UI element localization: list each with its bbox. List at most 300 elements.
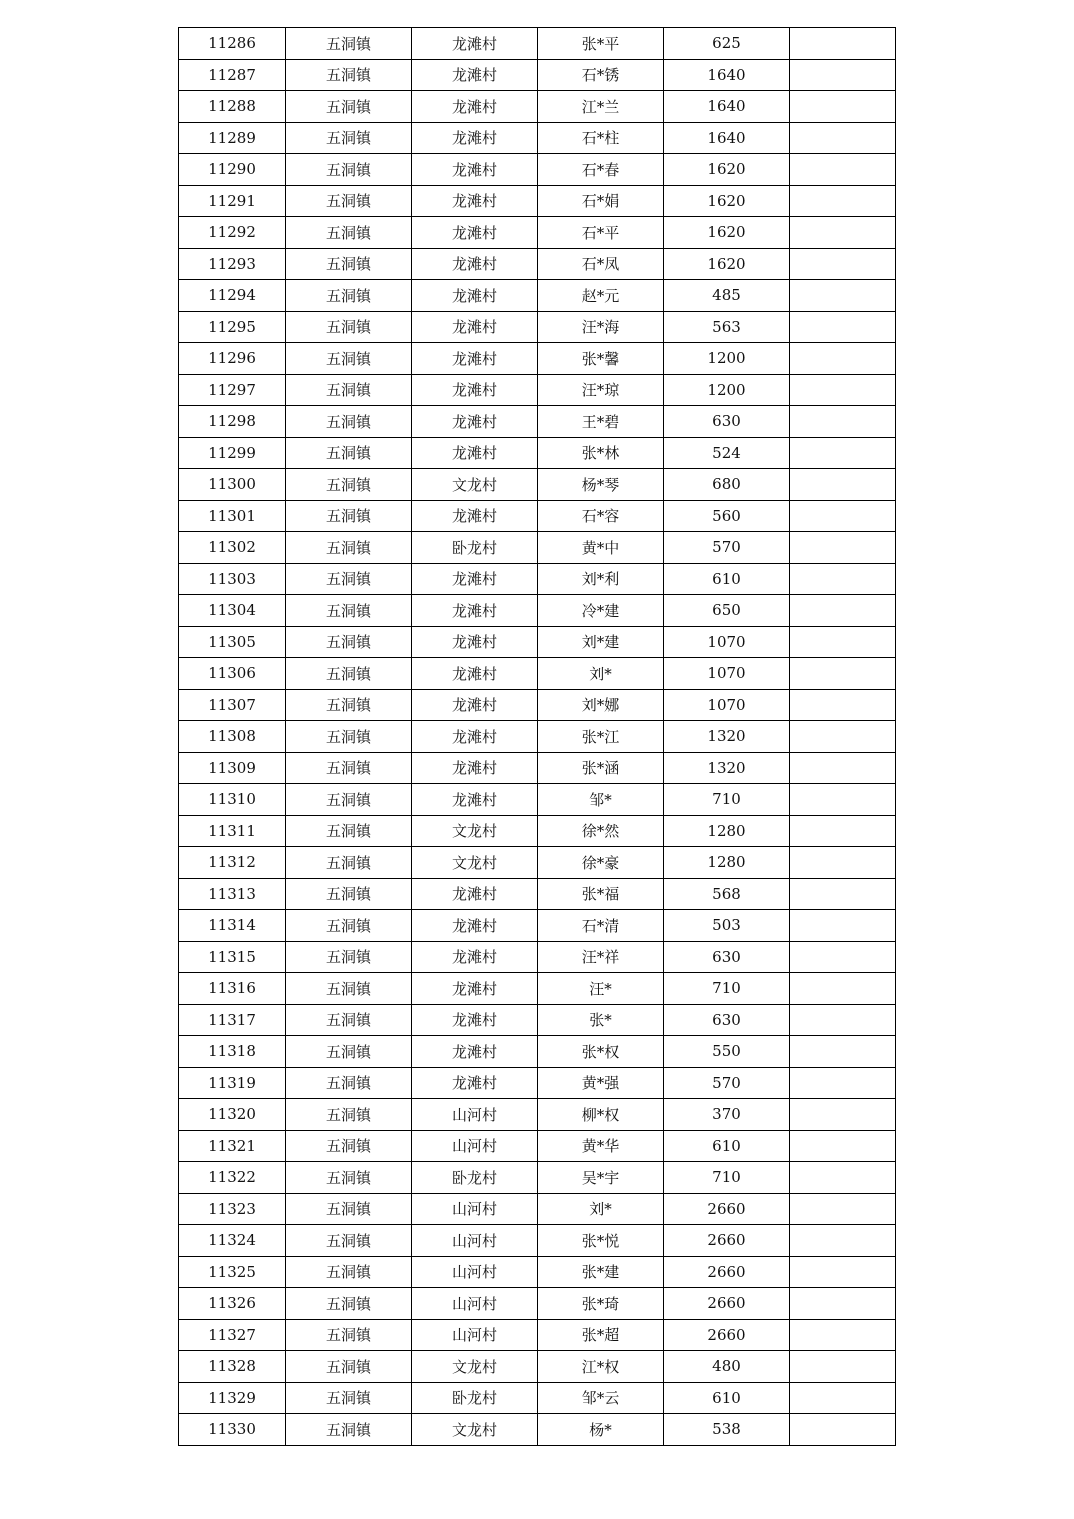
remark-cell [790,941,896,973]
table-row [179,752,896,784]
table-row [179,1414,896,1446]
table-row [179,1351,896,1383]
amount-cell: 630 [664,1004,790,1036]
name-cell: 石*平 [538,217,664,249]
name-cell: 石*锈 [538,59,664,91]
row-number-cell: 11301 [179,500,286,532]
town-cell: 五洞镇 [286,1288,412,1320]
name-cell: 张*悦 [538,1225,664,1257]
town-cell: 五洞镇 [286,1099,412,1131]
name-cell: 石*凤 [538,248,664,280]
town-cell: 五洞镇 [286,1351,412,1383]
table-row [179,563,896,595]
row-number-cell: 11328 [179,1351,286,1383]
row-number-cell: 11308 [179,721,286,753]
row-number-cell: 11292 [179,217,286,249]
amount-cell: 1320 [664,721,790,753]
row-number-cell: 11286 [179,28,286,60]
table-row [179,1036,896,1068]
row-number-cell: 11314 [179,910,286,942]
row-number-cell: 11330 [179,1414,286,1446]
village-cell: 龙滩村 [412,941,538,973]
name-cell: 张*琦 [538,1288,664,1320]
remark-cell [790,91,896,123]
amount-cell: 1070 [664,626,790,658]
amount-cell: 1070 [664,658,790,690]
row-number-cell: 11300 [179,469,286,501]
name-cell: 徐*豪 [538,847,664,879]
name-cell: 江*权 [538,1351,664,1383]
row-number-cell: 11297 [179,374,286,406]
name-cell: 冷*建 [538,595,664,627]
table-row [179,374,896,406]
remark-cell [790,1288,896,1320]
remark-cell [790,469,896,501]
table-row [179,1193,896,1225]
remark-cell [790,910,896,942]
town-cell: 五洞镇 [286,469,412,501]
row-number-cell: 11303 [179,563,286,595]
amount-cell: 560 [664,500,790,532]
name-cell: 石*容 [538,500,664,532]
table-row [179,91,896,123]
name-cell: 黄*华 [538,1130,664,1162]
table-row [179,437,896,469]
remark-cell [790,154,896,186]
town-cell: 五洞镇 [286,815,412,847]
table-row [179,1004,896,1036]
amount-cell: 2660 [664,1288,790,1320]
remark-cell [790,185,896,217]
amount-cell: 538 [664,1414,790,1446]
row-number-cell: 11305 [179,626,286,658]
name-cell: 刘*利 [538,563,664,595]
row-number-cell: 11318 [179,1036,286,1068]
town-cell: 五洞镇 [286,1162,412,1194]
row-number-cell: 11329 [179,1382,286,1414]
remark-cell [790,1193,896,1225]
village-cell: 龙滩村 [412,626,538,658]
remark-cell [790,1099,896,1131]
table-row [179,1382,896,1414]
amount-cell: 710 [664,784,790,816]
name-cell: 吴*宇 [538,1162,664,1194]
remark-cell [790,626,896,658]
row-number-cell: 11316 [179,973,286,1005]
town-cell: 五洞镇 [286,59,412,91]
table-row [179,910,896,942]
village-cell: 龙滩村 [412,1004,538,1036]
village-cell: 山河村 [412,1225,538,1257]
town-cell: 五洞镇 [286,1382,412,1414]
name-cell: 张*馨 [538,343,664,375]
amount-cell: 480 [664,1351,790,1383]
town-cell: 五洞镇 [286,532,412,564]
amount-cell: 524 [664,437,790,469]
town-cell: 五洞镇 [286,878,412,910]
town-cell: 五洞镇 [286,122,412,154]
village-cell: 文龙村 [412,469,538,501]
amount-cell: 610 [664,563,790,595]
town-cell: 五洞镇 [286,689,412,721]
table-body [179,28,896,1446]
village-cell: 卧龙村 [412,1382,538,1414]
amount-cell: 485 [664,280,790,312]
row-number-cell: 11290 [179,154,286,186]
town-cell: 五洞镇 [286,658,412,690]
row-number-cell: 11315 [179,941,286,973]
table-row [179,784,896,816]
amount-cell: 1640 [664,91,790,123]
row-number-cell: 11295 [179,311,286,343]
amount-cell: 1280 [664,847,790,879]
amount-cell: 1640 [664,122,790,154]
row-number-cell: 11302 [179,532,286,564]
village-cell: 卧龙村 [412,1162,538,1194]
town-cell: 五洞镇 [286,626,412,658]
remark-cell [790,1004,896,1036]
table-row [179,343,896,375]
table-row [179,59,896,91]
row-number-cell: 11299 [179,437,286,469]
table-row [179,973,896,1005]
amount-cell: 2660 [664,1225,790,1257]
amount-cell: 550 [664,1036,790,1068]
table-row [179,532,896,564]
remark-cell [790,248,896,280]
table-row [179,815,896,847]
remark-cell [790,59,896,91]
table-row [179,721,896,753]
amount-cell: 710 [664,1162,790,1194]
table-row [179,311,896,343]
row-number-cell: 11323 [179,1193,286,1225]
name-cell: 刘*建 [538,626,664,658]
table-row [179,154,896,186]
town-cell: 五洞镇 [286,1004,412,1036]
town-cell: 五洞镇 [286,280,412,312]
amount-cell: 610 [664,1130,790,1162]
row-number-cell: 11287 [179,59,286,91]
remark-cell [790,311,896,343]
table-row [179,406,896,438]
name-cell: 赵*元 [538,280,664,312]
table-row [179,1099,896,1131]
row-number-cell: 11325 [179,1256,286,1288]
village-cell: 龙滩村 [412,91,538,123]
amount-cell: 610 [664,1382,790,1414]
remark-cell [790,437,896,469]
town-cell: 五洞镇 [286,311,412,343]
remark-cell [790,217,896,249]
amount-cell: 1070 [664,689,790,721]
village-cell: 龙滩村 [412,217,538,249]
name-cell: 邹* [538,784,664,816]
name-cell: 汪* [538,973,664,1005]
row-number-cell: 11327 [179,1319,286,1351]
remark-cell [790,784,896,816]
table-row [179,469,896,501]
village-cell: 龙滩村 [412,154,538,186]
name-cell: 张*福 [538,878,664,910]
remark-cell [790,752,896,784]
town-cell: 五洞镇 [286,406,412,438]
town-cell: 五洞镇 [286,28,412,60]
name-cell: 张*建 [538,1256,664,1288]
amount-cell: 568 [664,878,790,910]
town-cell: 五洞镇 [286,973,412,1005]
row-number-cell: 11322 [179,1162,286,1194]
name-cell: 张* [538,1004,664,1036]
village-cell: 山河村 [412,1130,538,1162]
remark-cell [790,1319,896,1351]
village-cell: 龙滩村 [412,784,538,816]
row-number-cell: 11326 [179,1288,286,1320]
name-cell: 杨* [538,1414,664,1446]
town-cell: 五洞镇 [286,595,412,627]
remark-cell [790,28,896,60]
name-cell: 江*兰 [538,91,664,123]
village-cell: 龙滩村 [412,910,538,942]
village-cell: 文龙村 [412,1351,538,1383]
village-cell: 卧龙村 [412,532,538,564]
amount-cell: 570 [664,532,790,564]
row-number-cell: 11319 [179,1067,286,1099]
row-number-cell: 11304 [179,595,286,627]
village-cell: 龙滩村 [412,973,538,1005]
village-cell: 文龙村 [412,1414,538,1446]
remark-cell [790,1256,896,1288]
amount-cell: 1620 [664,154,790,186]
town-cell: 五洞镇 [286,1067,412,1099]
town-cell: 五洞镇 [286,1130,412,1162]
remark-cell [790,1067,896,1099]
row-number-cell: 11309 [179,752,286,784]
amount-cell: 650 [664,595,790,627]
row-number-cell: 11289 [179,122,286,154]
row-number-cell: 11310 [179,784,286,816]
village-cell: 龙滩村 [412,59,538,91]
village-cell: 龙滩村 [412,343,538,375]
amount-cell: 630 [664,941,790,973]
remark-cell [790,1382,896,1414]
village-cell: 龙滩村 [412,500,538,532]
town-cell: 五洞镇 [286,437,412,469]
amount-cell: 1620 [664,217,790,249]
amount-cell: 2660 [664,1193,790,1225]
name-cell: 刘* [538,658,664,690]
row-number-cell: 11306 [179,658,286,690]
town-cell: 五洞镇 [286,185,412,217]
remark-cell [790,280,896,312]
row-number-cell: 11291 [179,185,286,217]
table-row [179,1225,896,1257]
village-cell: 文龙村 [412,815,538,847]
table-row [179,185,896,217]
table-row [179,248,896,280]
table-row [179,847,896,879]
table-row [179,1319,896,1351]
remark-cell [790,343,896,375]
amount-cell: 570 [664,1067,790,1099]
town-cell: 五洞镇 [286,374,412,406]
village-cell: 龙滩村 [412,185,538,217]
village-cell: 龙滩村 [412,406,538,438]
amount-cell: 2660 [664,1256,790,1288]
table-row [179,1288,896,1320]
amount-cell: 1620 [664,185,790,217]
town-cell: 五洞镇 [286,1319,412,1351]
name-cell: 邹*云 [538,1382,664,1414]
remark-cell [790,689,896,721]
remark-cell [790,122,896,154]
table-row [179,1162,896,1194]
table-row [179,595,896,627]
village-cell: 龙滩村 [412,122,538,154]
amount-cell: 710 [664,973,790,1005]
name-cell: 张*超 [538,1319,664,1351]
remark-cell [790,532,896,564]
village-cell: 龙滩村 [412,721,538,753]
town-cell: 五洞镇 [286,1256,412,1288]
town-cell: 五洞镇 [286,1036,412,1068]
table-row [179,1067,896,1099]
table-row [179,878,896,910]
name-cell: 石*柱 [538,122,664,154]
village-cell: 龙滩村 [412,280,538,312]
row-number-cell: 11307 [179,689,286,721]
village-cell: 龙滩村 [412,689,538,721]
amount-cell: 563 [664,311,790,343]
town-cell: 五洞镇 [286,217,412,249]
name-cell: 王*碧 [538,406,664,438]
amount-cell: 1200 [664,343,790,375]
remark-cell [790,563,896,595]
town-cell: 五洞镇 [286,343,412,375]
village-cell: 文龙村 [412,847,538,879]
town-cell: 五洞镇 [286,154,412,186]
table-row [179,941,896,973]
remark-cell [790,374,896,406]
row-number-cell: 11317 [179,1004,286,1036]
row-number-cell: 11293 [179,248,286,280]
village-cell: 山河村 [412,1319,538,1351]
village-cell: 龙滩村 [412,311,538,343]
town-cell: 五洞镇 [286,563,412,595]
remark-cell [790,847,896,879]
name-cell: 徐*然 [538,815,664,847]
table-row [179,658,896,690]
amount-cell: 1200 [664,374,790,406]
name-cell: 柳*权 [538,1099,664,1131]
town-cell: 五洞镇 [286,248,412,280]
village-cell: 龙滩村 [412,28,538,60]
row-number-cell: 11320 [179,1099,286,1131]
village-cell: 龙滩村 [412,437,538,469]
remark-cell [790,878,896,910]
village-cell: 龙滩村 [412,752,538,784]
amount-cell: 503 [664,910,790,942]
town-cell: 五洞镇 [286,784,412,816]
remark-cell [790,1225,896,1257]
table-row [179,689,896,721]
town-cell: 五洞镇 [286,91,412,123]
name-cell: 汪*琼 [538,374,664,406]
remark-cell [790,815,896,847]
town-cell: 五洞镇 [286,941,412,973]
remark-cell [790,1351,896,1383]
town-cell: 五洞镇 [286,721,412,753]
row-number-cell: 11324 [179,1225,286,1257]
table-row [179,1256,896,1288]
amount-cell: 1620 [664,248,790,280]
village-cell: 龙滩村 [412,658,538,690]
amount-cell: 625 [664,28,790,60]
amount-cell: 370 [664,1099,790,1131]
name-cell: 杨*琴 [538,469,664,501]
remark-cell [790,500,896,532]
town-cell: 五洞镇 [286,910,412,942]
remark-cell [790,721,896,753]
remark-cell [790,406,896,438]
table-row [179,217,896,249]
name-cell: 张*平 [538,28,664,60]
town-cell: 五洞镇 [286,1193,412,1225]
row-number-cell: 11321 [179,1130,286,1162]
village-cell: 山河村 [412,1099,538,1131]
name-cell: 张*涵 [538,752,664,784]
remark-cell [790,1036,896,1068]
name-cell: 石*清 [538,910,664,942]
row-number-cell: 11296 [179,343,286,375]
village-cell: 龙滩村 [412,1067,538,1099]
name-cell: 黄*中 [538,532,664,564]
remark-cell [790,973,896,1005]
village-cell: 龙滩村 [412,248,538,280]
table-row [179,280,896,312]
amount-cell: 1320 [664,752,790,784]
remark-cell [790,1414,896,1446]
row-number-cell: 11294 [179,280,286,312]
table-row [179,1130,896,1162]
amount-cell: 1280 [664,815,790,847]
name-cell: 张*江 [538,721,664,753]
row-number-cell: 11298 [179,406,286,438]
village-cell: 龙滩村 [412,595,538,627]
table-row [179,500,896,532]
data-table [178,27,896,1446]
name-cell: 石*娟 [538,185,664,217]
name-cell: 石*春 [538,154,664,186]
amount-cell: 680 [664,469,790,501]
name-cell: 汪*祥 [538,941,664,973]
village-cell: 山河村 [412,1193,538,1225]
row-number-cell: 11312 [179,847,286,879]
remark-cell [790,595,896,627]
row-number-cell: 11288 [179,91,286,123]
name-cell: 刘*娜 [538,689,664,721]
row-number-cell: 11311 [179,815,286,847]
amount-cell: 630 [664,406,790,438]
town-cell: 五洞镇 [286,500,412,532]
town-cell: 五洞镇 [286,847,412,879]
row-number-cell: 11313 [179,878,286,910]
village-cell: 龙滩村 [412,563,538,595]
table-row [179,122,896,154]
table-row [179,28,896,60]
town-cell: 五洞镇 [286,752,412,784]
name-cell: 张*权 [538,1036,664,1068]
